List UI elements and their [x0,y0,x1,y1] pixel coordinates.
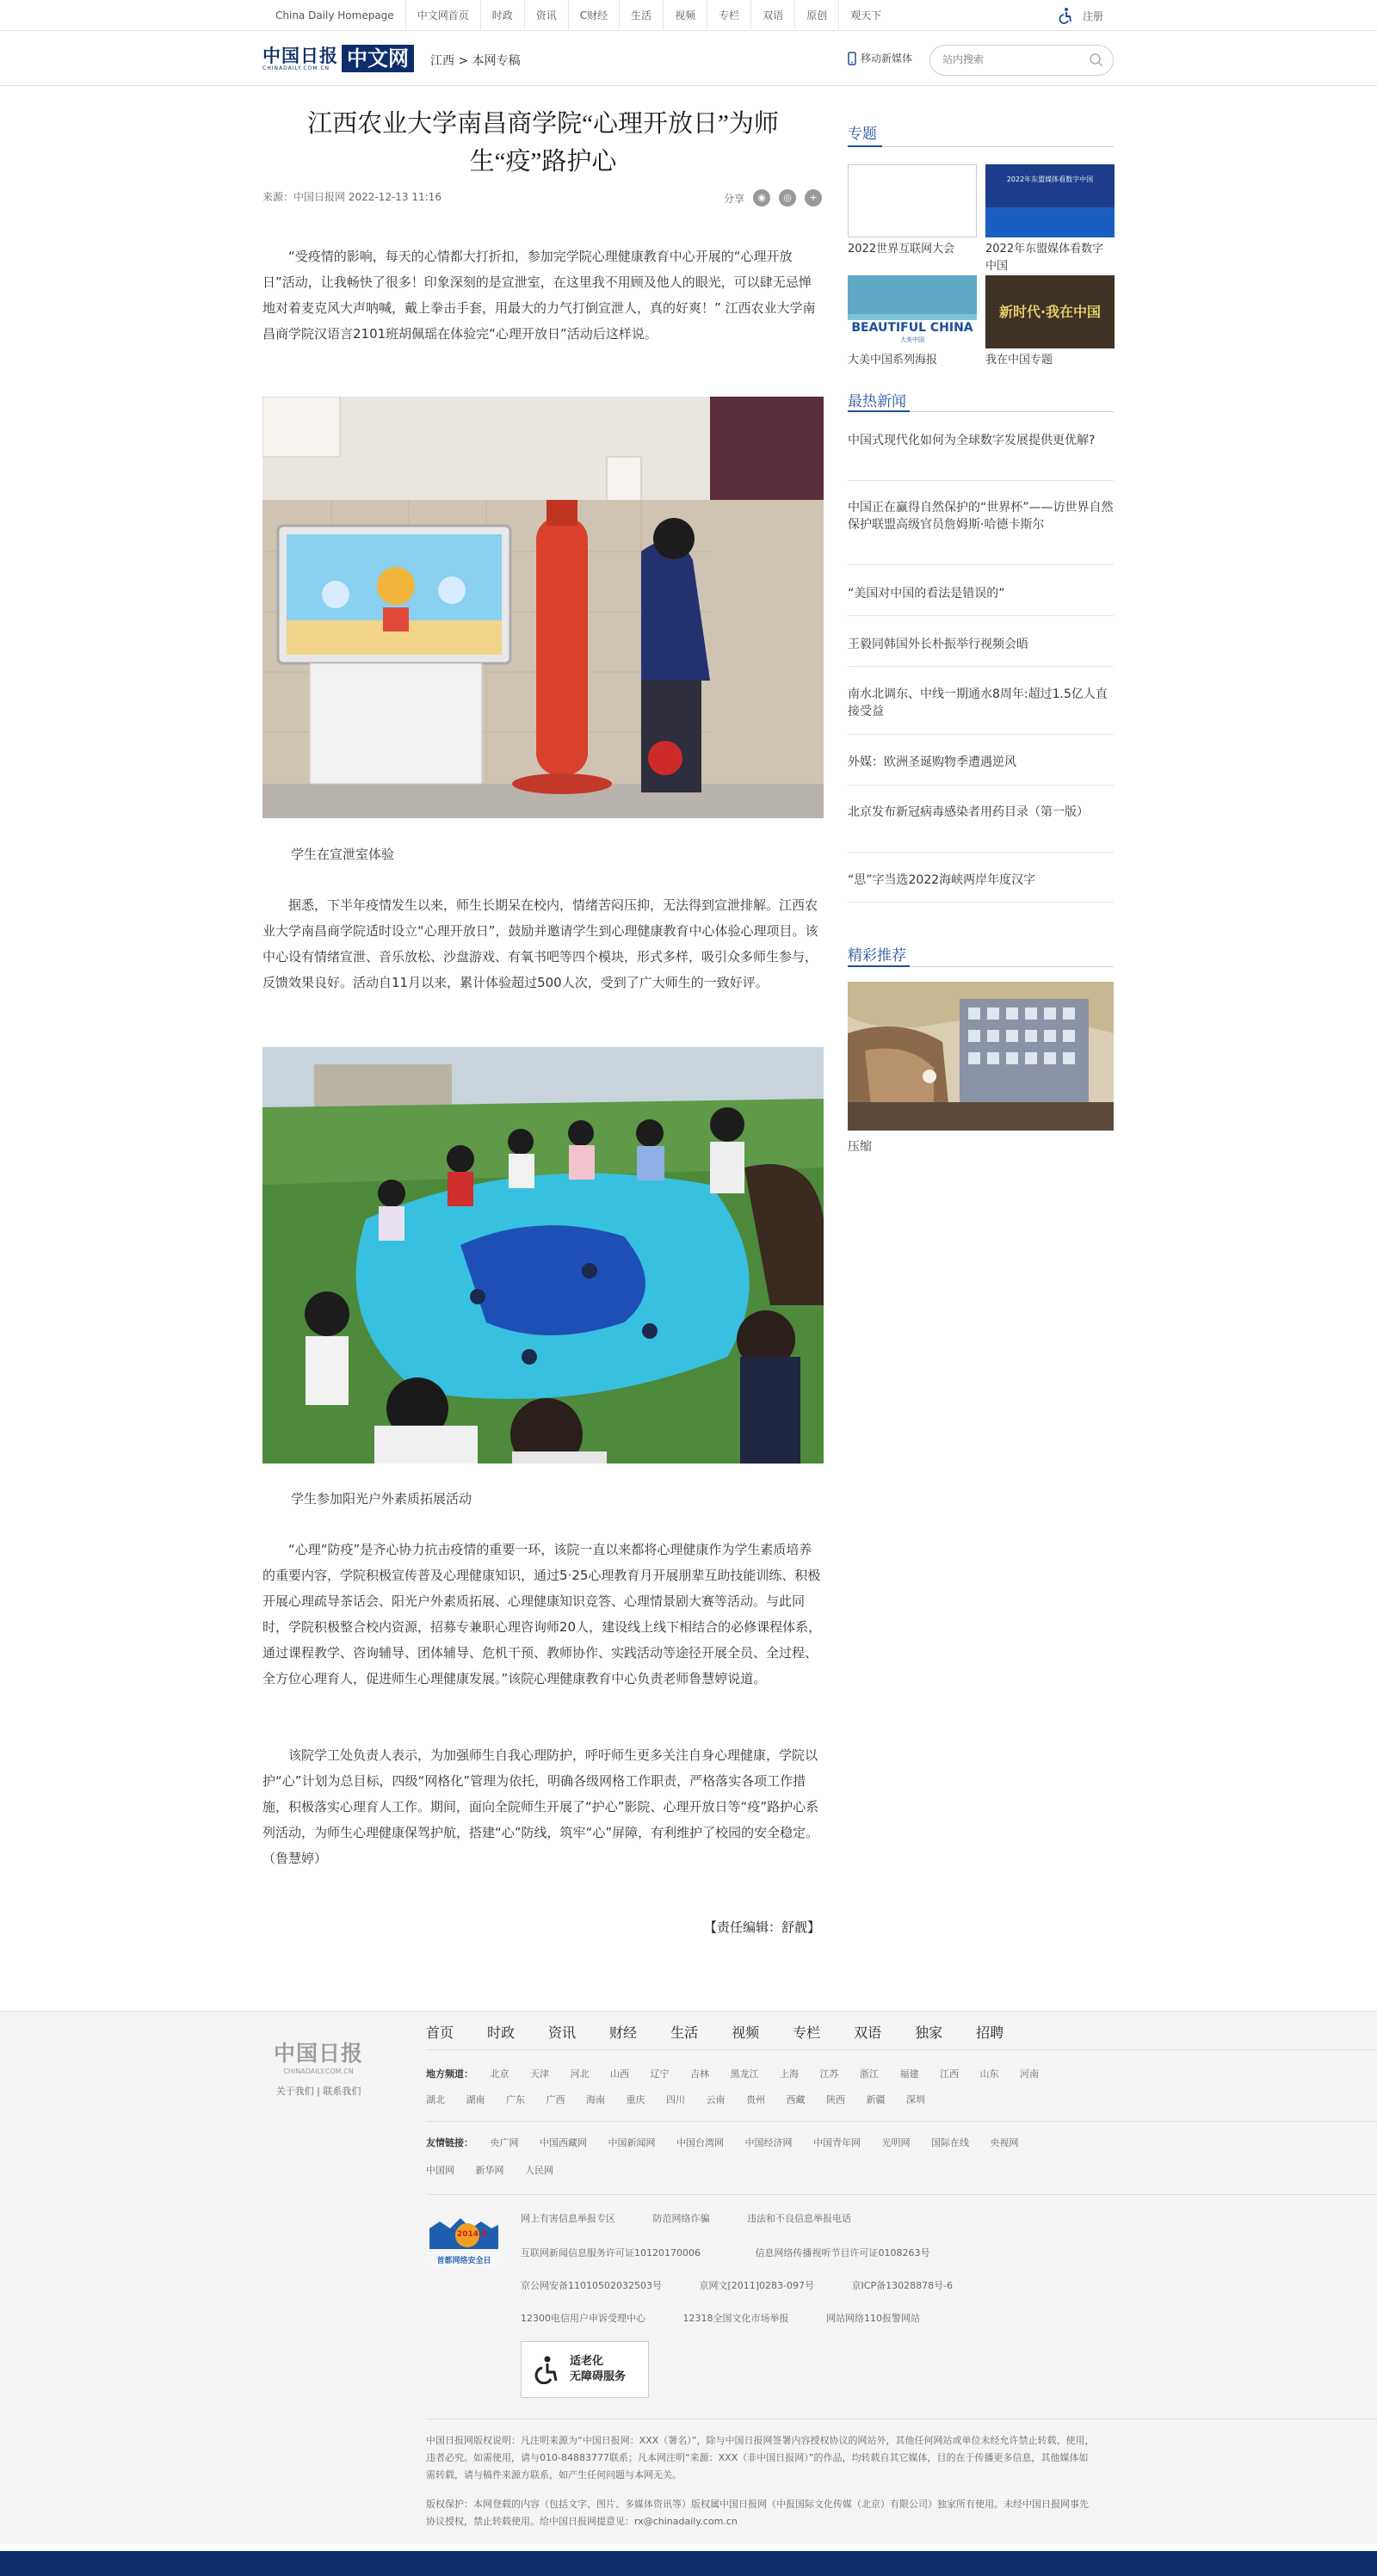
topic-banner-text: 2022年东盟媒体看数字中国 [1006,176,1094,183]
footer-link[interactable]: 12318全国文化市场举报 [682,2313,789,2324]
footer-nav-item[interactable]: 资讯 [548,2024,577,2041]
footer-link[interactable]: 京公网安备11010502032503号 [521,2280,662,2291]
local-channel-link[interactable]: 天津 [530,2068,549,2080]
divider [848,480,1114,481]
local-channel-link[interactable]: 河北 [570,2068,590,2080]
copyright-protection-note: 版权保护：本网登载的内容（包括文字、图片、多媒体资讯等）版权属中国日报网（中报国际文化传媒（北京）有限公司）独家所有使用。未经中国日报网事先协议授权，禁止转载使用。给中国日报网提意见：rx@chinadaily.com.cn [426,2499,1089,2527]
divider [848,852,1114,853]
top-nav-item[interactable]: 中文网首页 [406,0,481,31]
divider [848,145,882,147]
search-icon[interactable] [1089,52,1104,68]
footer-links-row [521,2278,987,2292]
title-line: 生“疫”路护心 [469,148,617,176]
top-nav-item[interactable]: 专栏 [707,0,751,31]
photo-outdoor-image [262,1047,824,1464]
footer-link[interactable]: 京网文[2011]0283-097号 [699,2280,815,2291]
divider [426,2121,1377,2122]
top-nav-item[interactable]: 视频 [664,0,707,31]
topic-banner-decor [985,207,1115,237]
footer-nav-item[interactable]: 生活 [670,2024,699,2041]
hot-news-item[interactable]: “思”字当选2022海峡两岸年度汉字 [848,873,1036,887]
divider [848,902,1114,903]
hot-news-item[interactable]: 中国式现代化如何为全球数字发展提供更优解? [848,434,1096,447]
local-channel-link[interactable]: 上海 [780,2068,799,2080]
header [0,31,1377,86]
local-channel-link[interactable]: 河南 [1020,2068,1039,2080]
footer-link[interactable]: 网站网络110报警网站 [826,2313,920,2324]
footer-logo-text: 中国日报 [274,2041,364,2066]
accessibility-line: 适老化 [570,2355,604,2368]
footer-link[interactable]: 防范网络诈骗 [652,2213,710,2224]
friend-link[interactable]: 光明网 [881,2137,911,2148]
footer-link[interactable]: 信息网络传播视听节目许可证0108263号 [755,2247,930,2259]
elderly-accessibility-button[interactable] [521,2341,649,2398]
friend-link[interactable]: 中国网 [426,2165,454,2176]
badge-date: 2014.8 [457,2230,487,2239]
friend-link[interactable]: 央视网 [990,2137,1019,2148]
article-paragraph: 据悉，下半年疫情发生以来，师生长期呆在校内，情绪苦闷压抑，无法得到宣泄排解。江西农业大学南昌商学院适时设立“心理开放日”，鼓励并邀请学生到心理健康教育中心体验心理项目。该中心设有情绪宣泄、音乐放松、沙盘游戏、有氧书吧等四个模块，形式多样，吸引众多师生参与，反馈效果良好。活动自11月以来，累计体验超过500人次，受到了广大师生的一致好评。 [262,897,818,990]
friend-links-label: 友情链接： [426,2137,473,2148]
divider [426,2194,1377,2195]
local-channel-link[interactable]: 西藏 [786,2094,806,2105]
local-channel-link[interactable]: 江西 [940,2068,959,2080]
badge-text: 首都网络安全日 [436,2257,491,2265]
logo-subtext: CHINADAILY.COM.CN [262,65,330,71]
top-nav-item[interactable]: 时政 [481,0,525,31]
breadcrumb[interactable]: 江西 > 本网专稿 [430,54,521,68]
topic-caption: 2022年东盟媒体看数字中国 [985,243,1104,273]
local-channels-row [426,2061,1057,2087]
register-link[interactable]: 注册 [1083,9,1104,22]
photo-caption: 学生在宣泄室体验 [291,847,395,862]
top-nav-item[interactable]: 观天下 [850,9,882,22]
recommend-illustration [848,982,1114,1131]
local-channel-link[interactable]: 山东 [979,2068,999,2080]
divider [848,564,1114,565]
friend-links-row [426,2130,1037,2156]
phone-icon [848,52,856,65]
topic-caption: 2022世界互联网大会 [848,243,955,256]
divider [426,2049,1377,2050]
topic-caption: 我在中国专题 [985,354,1053,367]
local-channel-link[interactable]: 海南 [586,2094,605,2105]
wechat-share-icon[interactable]: ◎ [779,189,796,206]
local-channel-link[interactable]: 湖北 [426,2094,445,2105]
sidebar-recommend-title: 精彩推荐 [848,947,906,964]
friend-link[interactable]: 中国青年网 [813,2137,861,2148]
footer-link[interactable]: 互联网新闻信息服务许可证10120170006 [521,2247,701,2259]
divider [848,785,1114,786]
topic-banner-decor [848,275,977,314]
friend-link[interactable]: 国际在线 [931,2137,969,2148]
hot-news-item[interactable]: 外媒：欧洲圣诞购物季遭遇逆风 [848,755,1016,769]
footer-link[interactable]: 网上有害信息举报专区 [521,2213,615,2224]
recommend-image[interactable] [848,982,1114,1131]
friend-link[interactable]: 中国经济网 [744,2137,793,2148]
topic-caption: 大美中国系列海报 [848,354,938,367]
local-channel-link[interactable]: 江苏 [819,2068,839,2080]
footer-nav-item[interactable]: 双语 [854,2024,882,2041]
local-channel-link[interactable]: 新疆 [866,2094,886,2105]
local-channel-link[interactable]: 山西 [610,2068,629,2080]
local-channel-link[interactable]: 浙江 [860,2068,879,2080]
recommend-caption[interactable]: 压缩 [848,1140,872,1154]
divider [848,965,910,967]
search-box [929,45,1114,76]
bottom-bar [0,2551,1377,2576]
sidebar-hot-title: 最热新闻 [848,393,906,410]
search-input[interactable] [942,53,1080,65]
footer-nav-item[interactable]: 时政 [487,2024,516,2041]
top-nav [262,0,892,31]
local-channel-link[interactable]: 广东 [506,2094,525,2105]
about-contact-links[interactable]: 关于我们 | 联系我们 [275,2086,361,2097]
local-channel-link[interactable]: 吉林 [690,2068,709,2080]
topic-banner-box [848,320,977,348]
top-nav-item[interactable]: 原创 [795,0,839,31]
friend-links-row [426,2158,571,2184]
footer-link[interactable]: 京ICP备13028878号-6 [851,2280,954,2291]
topic-card[interactable] [848,275,977,369]
footer-nav-item[interactable]: 视频 [732,2024,760,2041]
local-channel-link[interactable]: 四川 [666,2094,685,2105]
share-bar [724,189,822,206]
responsible-editor: 【责任编辑：舒靓】 [704,1920,821,1935]
footer-nav-item[interactable]: 招聘 [976,2024,1004,2041]
weibo-share-icon[interactable]: ◉ [753,189,770,206]
topic-banner-text: 新时代·我在中国 [998,304,1102,320]
footer-links-row [521,2246,964,2259]
divider [848,734,1114,735]
footer-link[interactable]: 违法和不良信息举报电话 [747,2213,851,2224]
hot-news-item[interactable]: “美国对中国的看法是错误的” [848,587,1005,601]
friend-link[interactable]: 中国台湾网 [676,2137,724,2148]
friend-link[interactable]: 央广网 [490,2137,519,2148]
local-channel-link[interactable]: 深圳 [906,2094,925,2105]
local-channels-label: 地方频道： [426,2068,473,2080]
divider [848,666,1114,667]
photo-vent-room-image [262,397,824,818]
footer-nav-item[interactable]: 专栏 [793,2024,821,2041]
top-bar [0,0,1377,31]
local-channel-link[interactable]: 云南 [706,2094,726,2105]
topic-image [985,275,1115,348]
article-paragraph: “心理“防疫”是齐心协力抗击疫情的重要一环，该院一直以来都将心理健康作为学生素质培养的重要内容，学院积极宣传普及心理健康知识，通过5·25心理教育月开展朋辈互助技能训练、积极开展心理疏导茶话会、阳光户外素质拓展、心理健康知识竞答、心理情景剧大赛等活动。与此同时，学院积极整合校内资源，招募专兼职心理咨询师20人，建设线上线下相结合的必修课程体系，通过课程教学、咨询辅导、团体辅导、危机干预、教师协作、实践活动等途径开展全员、全过程、全方位心理育人，促进师生心理健康发展。”该院心理健康教育中心负责老师鲁慧婷说道。 [262,1542,822,1686]
divider [848,410,910,412]
local-channel-link[interactable]: 黑龙江 [730,2068,759,2080]
top-nav-item[interactable]: 双语 [751,0,795,31]
local-channel-link[interactable]: 重庆 [626,2094,645,2105]
local-channel-link[interactable]: 广西 [546,2094,565,2105]
footer-nav-item[interactable]: 财经 [609,2024,638,2041]
accessibility-label [570,2354,626,2385]
network-security-day-badge[interactable] [426,2209,502,2268]
divider [848,615,1114,616]
mobile-media-link[interactable] [848,51,912,65]
wheelchair-icon [532,2355,561,2384]
topic-card[interactable] [985,164,1115,275]
topic-banner-text: BEAUTIFUL CHINA [851,321,973,335]
accessibility-icon[interactable] [1057,7,1074,24]
friend-link[interactable]: 人民网 [525,2165,553,2176]
top-nav-item[interactable]: China Daily Homepage [262,0,406,31]
hot-news-item[interactable]: 北京发布新冠病毒感染者用药目录（第一版） [848,805,1089,819]
accessibility-line: 无障碍服务 [570,2370,627,2383]
topic-image [985,164,1115,237]
top-nav-item[interactable]: 资讯 [525,0,569,31]
friend-link[interactable]: 中国新闻网 [608,2137,656,2148]
copyright-note: 中国日报网版权说明：凡注明来源为“中国日报网：XXX（署名）”，除与中国日报网签署内容授权协议的网站外，其他任何网站或单位未经允许禁止转载、使用，违者必究。如需使用，请与010-84883777联系；凡本网注明“来源：XXX（非中国日报网）”的作品，均转载自其它媒体，目的在于传播更多信息，其他媒体如需转载，请与稿件来源方联系，如产生任何问题与本网无关。 [426,2435,1095,2480]
article-paragraph: 该院学工处负责人表示，为加强师生自我心理防护，呼吁师生更多关注自身心理健康，学院以护“心”计划为总目标，四级“网格化”管理为依托，明确各级网格工作职责，严格落实各项工作措施，积极落实心理育人工作。期间，面向全院师生开展了“护心”影院、心理开放日等“疫”路护心系列活动，为师生心理健康保驾护航，搭建“心”防线，筑牢“心”屏障，有利维护了校园的安全稳定。（鲁慧婷） [262,1747,819,1866]
local-channel-link[interactable]: 陕西 [826,2094,845,2105]
photo-caption: 学生参加阳光户外素质拓展活动 [291,1491,472,1507]
logo-text: 中国日报 [262,44,338,66]
footer-links-row [521,2211,886,2225]
footer-nav-item[interactable]: 首页 [426,2024,454,2041]
local-channel-link[interactable]: 福建 [899,2068,919,2080]
local-channel-link[interactable]: 北京 [490,2068,509,2080]
footer-logo[interactable] [274,2037,363,2098]
friend-link[interactable]: 中国西藏网 [540,2137,587,2148]
topic-image [848,164,977,237]
article-paragraph: “受疫情的影响，每天的心情都大打折扣，参加完学院心理健康教育中心开展的“心理开放日”活动，让我畅快了很多！印象深刻的是宣泄室，在这里我不用顾及他人的眼光，可以肆无忌惮地对着麦克风大声呐喊，戴上拳击手套，用最大的力气打倒宣泄人，真的好爽！” 江西农业大学南昌商学院汉语言2101班胡佩瑶在体验完“心理开放日”活动后这样说。 [262,249,816,342]
hot-news-item[interactable]: 南水北调东、中线一期通水8周年:超过1.5亿人直接受益 [848,687,1108,718]
top-nav-item[interactable]: 生活 [620,0,664,31]
share-label: 分享 [724,192,745,205]
mobile-media-label: 移动新媒体 [861,52,913,65]
article-meta: 来源：中国日报网 2022-12-13 11:16 [262,191,442,203]
local-channel-link[interactable]: 贵州 [746,2094,765,2105]
logo-box: 中文网 [342,45,414,72]
topic-image [848,275,977,348]
friend-link[interactable]: 新华网 [475,2165,504,2176]
topic-card[interactable] [985,275,1115,369]
more-share-icon[interactable]: + [805,189,822,206]
article-title [262,105,824,181]
footer-nav [426,2022,1037,2042]
local-channels-row [426,2087,943,2113]
footer-logo-subtext: CHINADAILY.COM.CN [283,2068,354,2075]
hot-news-item[interactable]: 中国正在赢得自然保护的“世界杯”——访世界自然保护联盟高级官员詹姆斯·哈德卡斯尔 [848,501,1114,532]
top-nav-item[interactable]: C财经 [569,0,620,31]
article-photo-vent-room [262,397,824,818]
top-right [1057,7,1103,24]
topic-card[interactable] [848,164,977,258]
footer-links-row [521,2311,954,2325]
footer-nav-item[interactable]: 独家 [915,2024,943,2041]
article-photo-outdoor [262,1047,824,1464]
divider [848,146,1114,147]
sidebar-topics-title: 专题 [848,126,877,143]
local-channel-link[interactable]: 湖南 [466,2094,485,2105]
footer-link[interactable]: 12300电信用户申诉受理中心 [521,2313,645,2324]
hot-news-item[interactable]: 王毅同韩国外长朴振举行视频会晤 [848,638,1028,651]
local-channel-link[interactable]: 辽宁 [650,2068,670,2080]
topic-banner-subtext: 大美中国 [900,336,924,343]
site-logo[interactable] [262,45,414,72]
title-line: 江西农业大学南昌商学院“心理开放日”为师 [307,110,779,138]
